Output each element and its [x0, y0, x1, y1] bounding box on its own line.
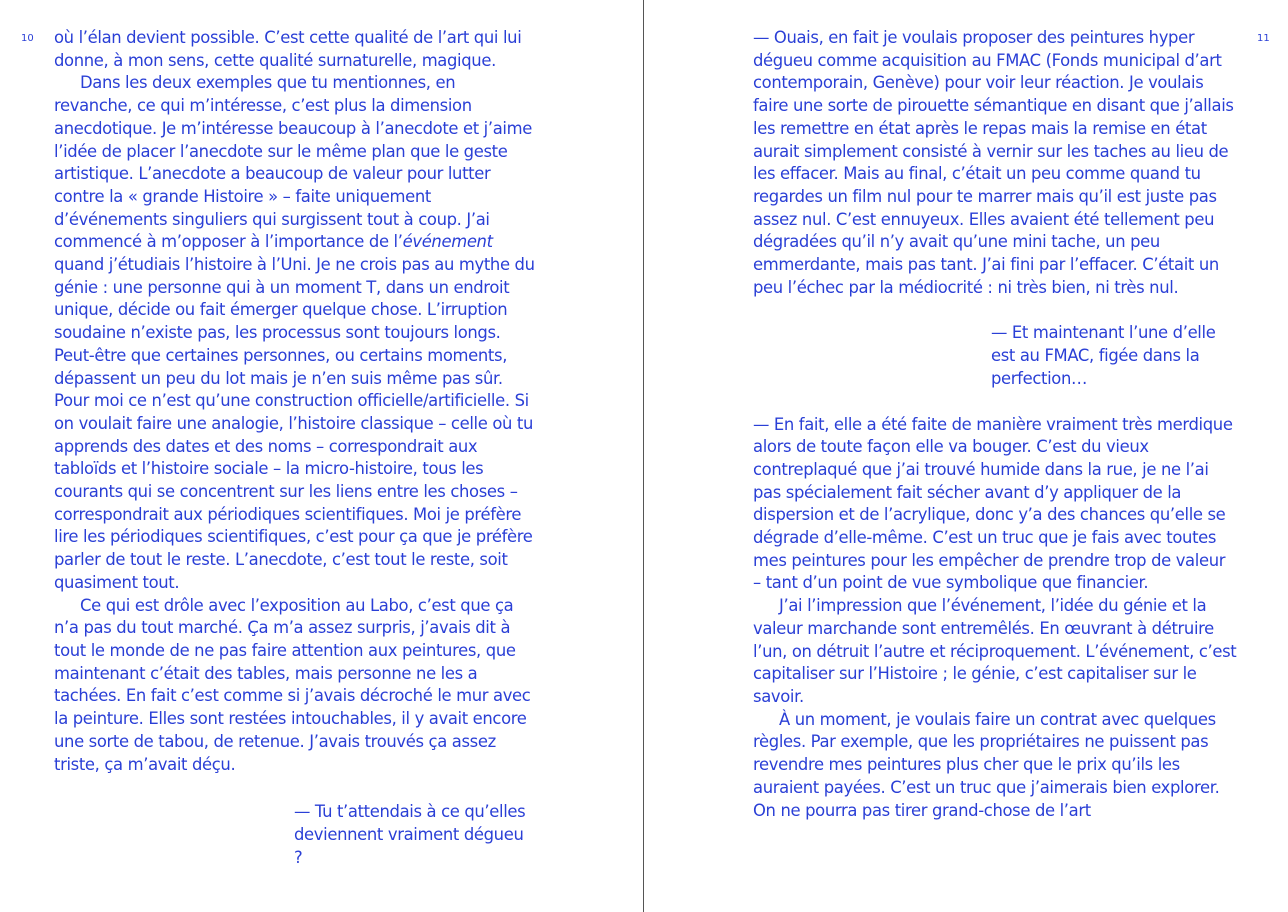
answer-paragraph: — En fait, elle a été faite de manière vraiment très merdique alors de toute façon elle va bouger. C’est du vieux contreplaqué que j’ai trouvé humide dans la rue, je ne l’ai pas spécialement fait sécher avant d’y appliquer de la dispersion et de l’acrylique, donc y’a des chances qu’elle se dégrade d’elle-même. C’est un truc que je fais avec toutes mes peintures pour les empêcher de prendre trop de valeur – tant d’un point de vue symbolique que financier.	[753, 414, 1233, 593]
page-number-left: 10	[21, 33, 34, 44]
emphasis-text: événement	[402, 232, 493, 252]
paragraph: À un moment, je voulais faire un contrat avec quelques règles. Par exemple, que les propriétaires ne puissent pas revendre mes peintures plus cher que le prix qu’ils les auraient payées. C’est un truc que j’aimerais bien explorer. On ne pourra pas tirer grand-chose de l’art	[753, 709, 1220, 820]
interviewer-question: — Et maintenant l’une d’elle est au FMAC, figée dans la perfection…	[991, 323, 1216, 388]
paragraph: Ce qui est drôle avec l’exposition au Labo, c’est que ça n’a pas du tout marché. Ça m’a assez surpris, j’avais dit à tout le monde de ne pas faire attention aux peintures, que maintenant c’était des tables, mais personne ne les a tachées. En fait c’est comme si j’avais décroché le mur avec la peinture. Elles sont restées intouchables, il y avait encore une sorte de tabou, de retenue. J’avais trouvés ça assez triste, ça m’avait déçu.	[54, 595, 531, 774]
paragraph: J’ai l’impression que l’événement, l’idée du génie et la valeur marchande sont entremêlés. En œuvrant à détruire l’un, on détruit l’autre et réciproquement. L’événement, c’est capitaliser sur l’Histoire ; le génie, c’est capitaliser sur le savoir.	[753, 596, 1237, 706]
right-page-text	[753, 27, 1237, 822]
paragraph-text: quand j’étudiais l’histoire à l’Uni. Je ne crois pas au mythe du génie : une personne qui à un moment T, dans un endroit unique, décide ou fait émerger quelque chose. L’irruption soudaine n’existe pas, les processus sont toujours longs. Peut-être que certaines personnes, ou certains moments, dépassent un peu du lot mais je n’en suis même pas sûr. Pour moi ce n’est qu’une construction officielle/artificielle. Si on voulait faire une analogie, l’histoire classique – celle où tu apprends des dates et des noms – correspondrait aux tabloïds et l’histoire sociale – la micro-histoire, tous les courants qui se concentrent sur les liens entre les choses – correspondrait aux périodiques scientifiques. Moi je préfère lire les périodiques scientifiques, c’est pour ça que je préfère parler de tout le reste. L’anecdote, c’est tout le reste, soit quasiment tout.	[54, 255, 535, 592]
paragraph: où l’élan devient possible. C’est cette qualité de l’art qui lui donne, à mon sens, cette qualité surnaturelle, magique.	[54, 28, 522, 70]
paragraph-text: Dans les deux exemples que tu mentionnes, en revanche, ce qui m’intéresse, c’est plus la dimension anecdotique. Je m’intéresse beaucoup à l’anecdote et j’aime l’idée de placer l’anecdote sur le même plan que le geste artistique. L’anecdote a beaucoup de valeur pour lutter contre la « grande Histoire » – faite uniquement d’événements singuliers qui surgissent tout à coup. J’ai commencé à m’opposer à l’importance de l’	[54, 73, 532, 252]
page-number-right: 11	[1257, 33, 1270, 44]
paragraph	[54, 72, 538, 594]
left-page	[0, 0, 643, 912]
right-page	[644, 0, 1288, 912]
answer-paragraph: — Ouais, en fait je voulais proposer des peintures hyper dégueu comme acquisition au FMAC (Fonds municipal d’art contemporain, Genève) pour voir leur réaction. Je voulais faire une sorte de pirouette sémantique en disant que j’allais les remettre en état après le repas mais la remise en état aurait simplement consisté à vernir sur les taches au lieu de les effacer. Mais au final, c’était un peu comme quand tu regardes un film nul pour te marrer mais qu’il est juste pas assez nul. C’est ennuyeux. Elles avaient été tellement peu dégradées qu’il n’y avait qu’une mini tache, un peu emmerdante, mais pas tant. J’ai fini par l’effacer. C’était un peu l’échec par la médiocrité : ni très bien, ni très nul.	[753, 28, 1234, 297]
interviewer-question: — Tu t’attendais à ce qu’elles deviennent vraiment dégueu ?	[294, 802, 526, 867]
left-page-text	[54, 27, 538, 869]
